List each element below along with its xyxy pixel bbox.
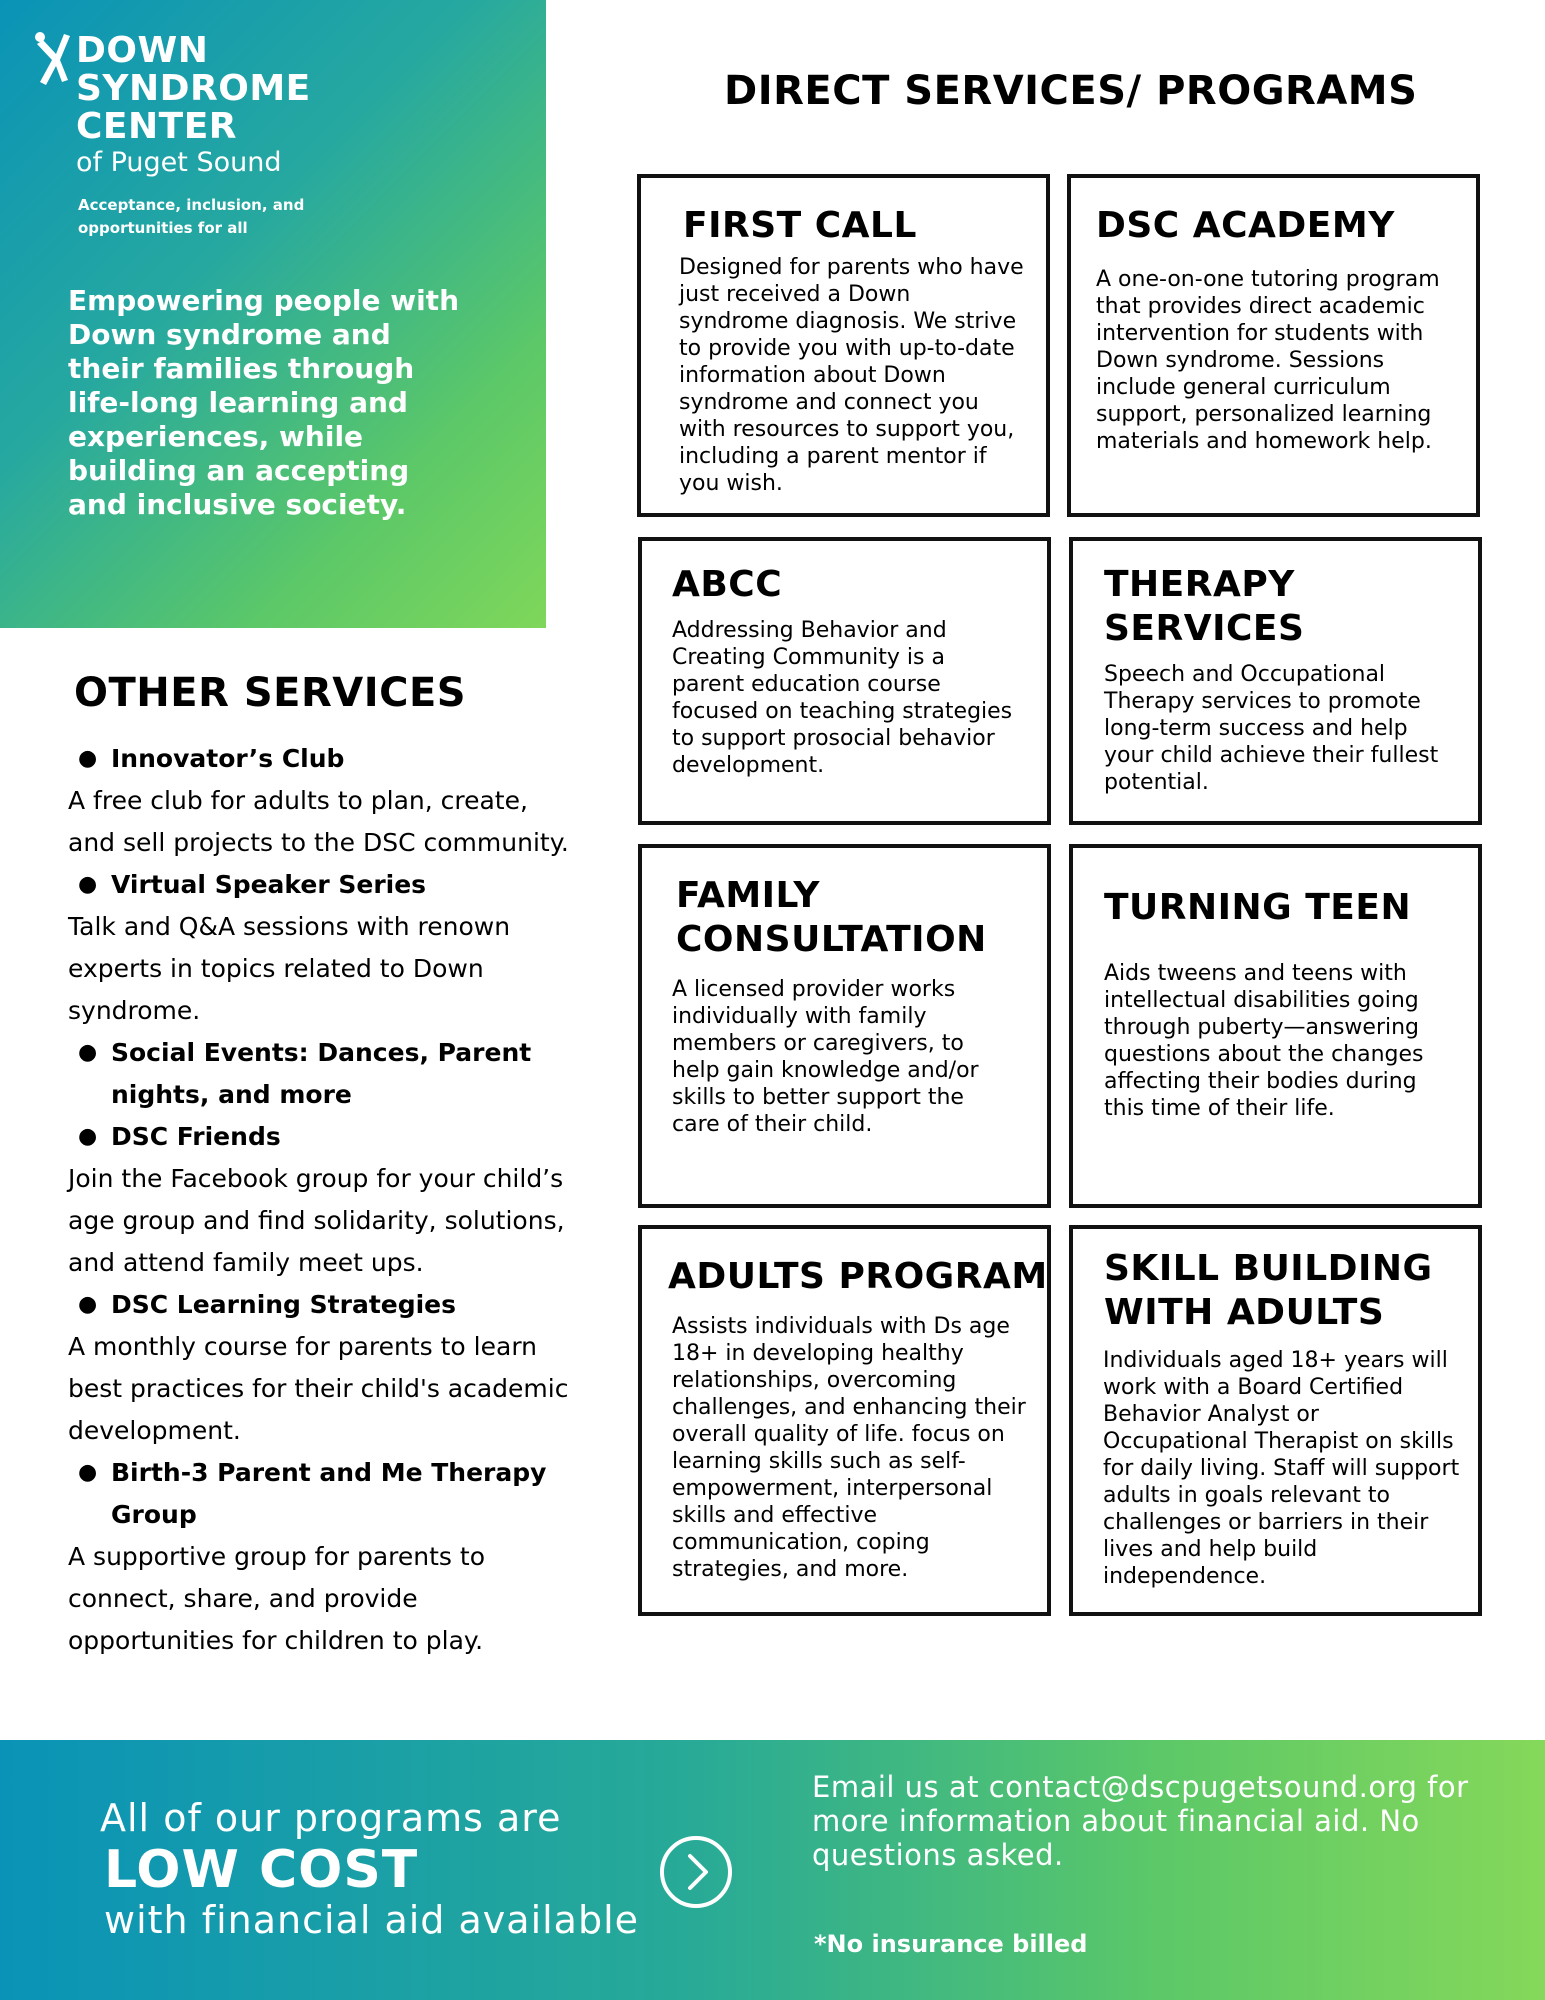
list-item (68, 1452, 588, 1662)
service-name: Innovator’s Club (111, 744, 345, 773)
footer-line-3: with financial aid available (104, 1898, 640, 1942)
list-item (68, 1116, 588, 1284)
card-description: A one-on-one tutoring program that provides direct academic intervention for students with Down syndrome. Sessions include general curriculum support, personalized learning materials and homework help. (1096, 267, 1440, 454)
bullet-icon: ● (78, 1124, 98, 1149)
insurance-note: *No insurance billed (814, 1930, 1088, 1958)
card-description: Individuals aged 18+ years will work with a Board Certified Behavior Analyst or Occupational Therapist on skills for daily living. Staff will support adults in goals relevant to challenges or barriers in their lives and help build independence. (1103, 1348, 1460, 1589)
program-card-skill-building-with-adults (1069, 1225, 1482, 1616)
other-services-list (68, 738, 588, 1662)
service-description: Join the Facebook group for your child’s age group and find solidarity, solutions, and attend family meet ups. (68, 1164, 565, 1277)
list-item (68, 738, 588, 864)
other-services-title: OTHER SERVICES (74, 670, 467, 716)
footer-line-1: All of our programs are (100, 1796, 562, 1840)
card-title: FIRST CALL (683, 205, 917, 246)
service-name: Social Events: Dances, Parent nights, and more (111, 1038, 532, 1109)
service-name: DSC Friends (111, 1122, 281, 1151)
service-description: A supportive group for parents to connect, share, and provide opportunities for children to play. (68, 1542, 485, 1655)
hero-panel (0, 0, 546, 628)
card-description: Speech and Occupational Therapy services to promote long-term success and help your child achieve their fullest potential. (1104, 662, 1439, 795)
card-description: Assists individuals with Ds age 18+ in developing healthy relationships, overcoming challenges, and enhancing their overall quality of life. focus on learning skills such as self-empowerment, interpersonal skills and effective communication, coping strategies, and more. (672, 1314, 1026, 1582)
program-card-adults-program (638, 1225, 1051, 1616)
bullet-icon: ● (78, 872, 98, 897)
list-item (68, 1284, 588, 1452)
bullet-icon: ● (78, 1040, 98, 1065)
financial-aid-contact-text: Email us at contact@dscpugetsound.org for more information about financial aid. No questions asked. (812, 1770, 1469, 1872)
program-card-therapy-services (1069, 537, 1482, 825)
service-description: A monthly course for parents to learn best practices for their child's academic development. (68, 1332, 569, 1445)
footer-low-cost: LOW COST (104, 1840, 419, 1900)
logo (32, 30, 362, 180)
person-figure-icon (32, 30, 74, 88)
program-card-dsc-academy (1067, 174, 1480, 517)
bullet-icon: ● (78, 1292, 98, 1317)
logo-line-1: DOWN (76, 30, 209, 71)
program-card-abcc (638, 537, 1051, 825)
direct-services-title: DIRECT SERVICES/ PROGRAMS (724, 68, 1418, 114)
service-description: Talk and Q&A sessions with renown experts in topics related to Down syndrome. (68, 912, 511, 1025)
service-name: Virtual Speaker Series (111, 870, 427, 899)
service-name: Birth-3 Parent and Me Therapy Group (111, 1458, 547, 1529)
bullet-icon: ● (78, 746, 98, 771)
card-title: SKILL BUILDING WITH ADULTS (1104, 1248, 1433, 1333)
card-title: ABCC (672, 564, 783, 605)
service-name: DSC Learning Strategies (111, 1290, 457, 1319)
card-title: FAMILY CONSULTATION (676, 875, 987, 960)
card-title: DSC ACADEMY (1096, 205, 1395, 246)
bullet-icon: ● (78, 1460, 98, 1485)
service-description: A free club for adults to plan, create, and sell projects to the DSC community. (68, 786, 569, 857)
list-item (68, 1032, 588, 1116)
card-title: TURNING TEEN (1104, 887, 1412, 928)
card-description: A licensed provider works individually with family members or caregivers, to help gain knowledge and/or skills to better support the care of their child. (672, 977, 979, 1137)
mission-statement: Empowering people with Down syndrome and their families through life-long learning and experiences, while building an accepting and inclusive society. (68, 284, 460, 521)
program-card-family-consultation (638, 844, 1051, 1208)
program-card-turning-teen (1069, 844, 1482, 1208)
list-item (68, 864, 588, 1032)
card-description: Aids tweens and teens with intellectual disabilities going through puberty—answering questions about the changes affecting their bodies during this time of their life. (1104, 961, 1424, 1121)
card-title: THERAPY SERVICES (1104, 564, 1305, 649)
program-card-first-call (637, 174, 1050, 517)
tagline: Acceptance, inclusion, and opportunities for all (78, 196, 305, 237)
card-title: ADULTS PROGRAM (668, 1256, 1048, 1297)
card-description: Addressing Behavior and Creating Community is a parent education course focused on teaching strategies to support prosocial behavior development. (672, 618, 1013, 778)
logo-line-3: CENTER (76, 106, 238, 147)
chevron-right-circle-icon (658, 1834, 734, 1910)
logo-subtitle: of Puget Sound (76, 147, 282, 178)
card-description: Designed for parents who have just received a Down syndrome diagnosis. We strive to provide you with up-to-date information about Down syndrome and connect you with resources to support you, including a parent mentor if you wish. (679, 255, 1024, 496)
footer-banner (0, 1740, 1545, 2000)
logo-line-2: SYNDROME (76, 68, 311, 109)
